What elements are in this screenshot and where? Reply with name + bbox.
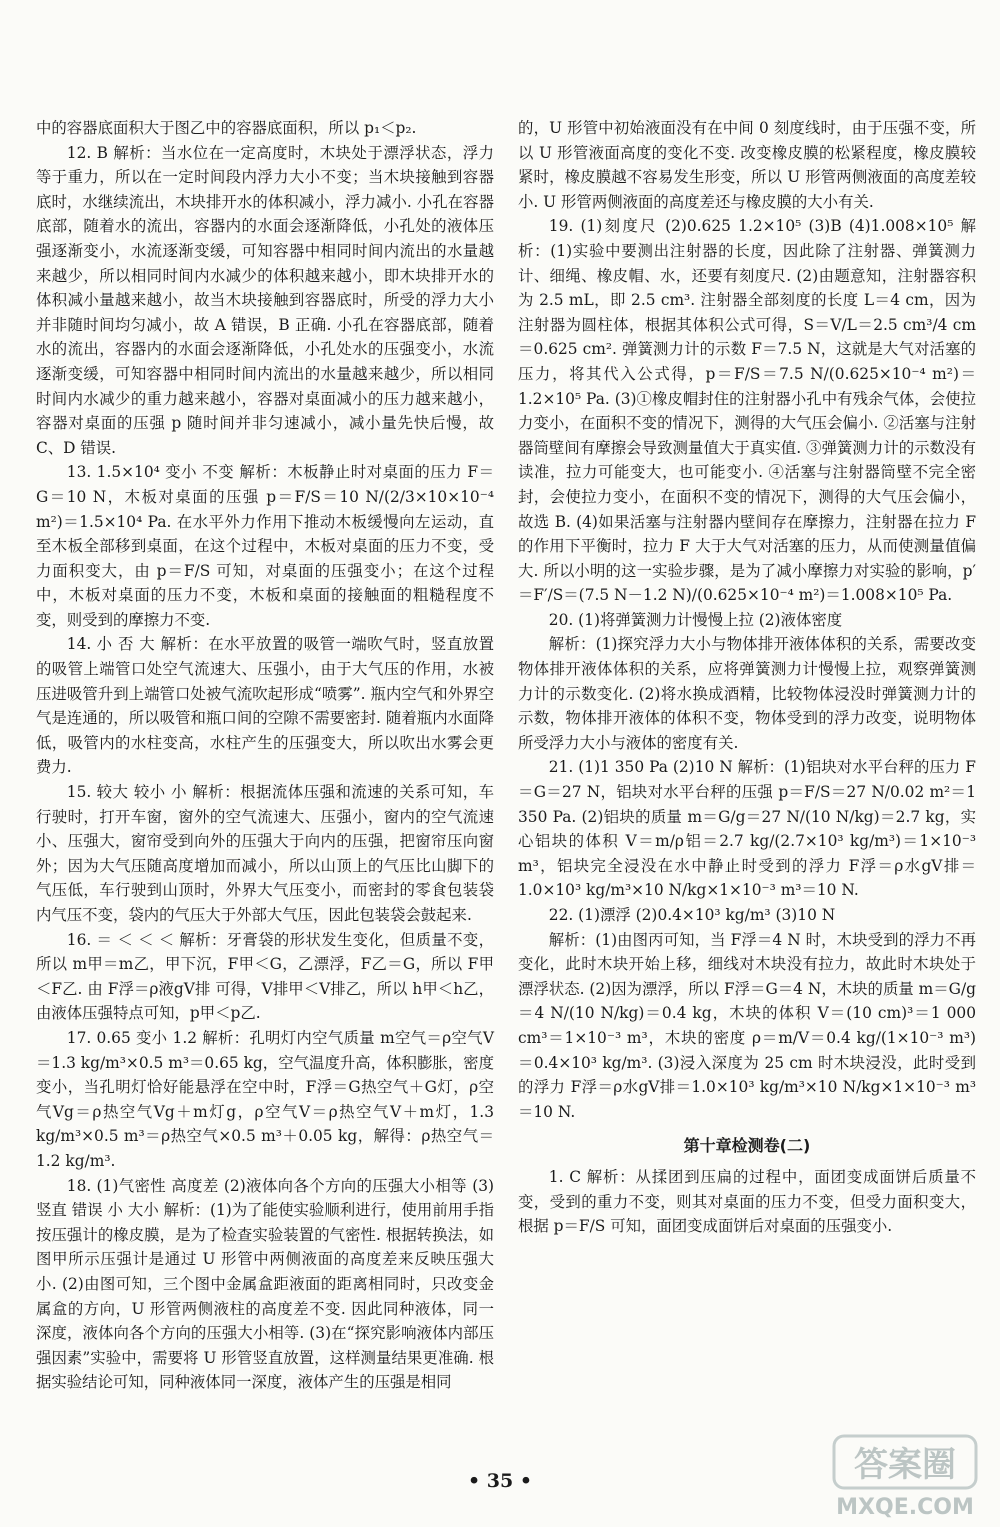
- left-para-5: 16. ＝ ＜ ＜ ＜ 解析：牙膏袋的形状发生变化，但质量不变，所以 m甲＝m乙，甲下沉，F甲＜G，乙漂浮，F乙＝G，所以 F甲＜F乙. 由 F浮＝ρ液gV排 可得，V排甲＜V排乙，所以 h甲＜h乙，由液体压强特点可知，p甲＜p乙.: [36, 930, 494, 1023]
- left-para-3: 14. 小 否 大 解析：在水平放置的吸管一端吹气时，竖直放置的吸管上端管口处空气流速大、压强小，由于大气压的作用，水被压进吸管升到上端管口处被气流吹起形成“喷雾”. 瓶内空气和外界空气是连通的，所以吸管和瓶口间的空隙不需要密封. 随着瓶内水面降低，吸管内的水柱变高，水柱产生的压强变大，所以吹出水雾会更费力.: [36, 635, 494, 777]
- right-after-para-0: 1. C 解析：从揉团到压扁的过程中，面团变成面饼后质量不变，受到的重力不变，则其对桌面的压力不变，但受力面积变大，根据 p＝F/S 可知，面团变成面饼后对桌面的压强变小.: [518, 1167, 976, 1236]
- right-column: [518, 116, 976, 1239]
- right-para-6: 解析：(1)由图丙可知，当 F浮＝4 N 时，木块受到的浮力不再变化，此时木块开始上移，细线对木块没有拉力，故此时木块处于漂浮状态. (2)因为漂浮，所以 F浮＝G＝4 N，木块的质量 m＝G/g＝4 N/(10 N/kg)＝0.4 kg，木块的体积 V＝(10 cm)³＝1 000 cm³＝1×10⁻³ m³，木块的密度 ρ＝m/V＝0.4 kg/(1×10⁻³ m³)＝0.4×10³ kg/m³. (3)浸入深度为 25 cm 时木块浸没，此时受到的浮力 F浮＝ρ水gV排＝1.0×10³ kg/m³×10 N/kg×1×10⁻³ m³＝10 N.: [518, 930, 976, 1121]
- right-para-5: 22. (1)漂浮 (2)0.4×10³ kg/m³ (3)10 N: [548, 906, 836, 924]
- page-number: • 35 •: [468, 1470, 532, 1492]
- left-para-4: 15. 较大 较小 小 解析：根据流体压强和流速的关系可知，车行驶时，打开车窗，窗外的空气流速大、压强小，窗内的空气流速小、压强大，窗帘受到向外的压强大于向内的压强，把窗帘压向窗外；因为大气压随高度增加而减小，所以山顶上的气压比山脚下的气压低，车行驶到山顶时，外界大气压变小，而密封的零食包装袋内气压不变，袋内的气压大于外部大气压，因此包装袋会鼓起来.: [36, 783, 494, 924]
- left-para-1: 12. B 解析：当水位在一定高度时，木块处于漂浮状态，浮力等于重力，所以在一定时间段内浮力大小不变；当木块接触到容器底时，水继续流出，木块排开水的体积减小，浮力减小. 小孔在容器底部，随着水的流出，容器内的水面会逐渐降低，小孔处的液体压强逐渐变小，水流逐渐变缓，可知容器中相同时间内流出的水量越来越少，所以相同时间内水减少的体积越来越小，即木块排开水的体积减小量越来越小，故当木块接触到容器底时，所受的浮力大小并非随时间均匀减小，故 A 错误，B 正确. 小孔在容器底部，随着水的流出，容器内的水面会逐渐降低，小孔处水的压强变小，水流逐渐变缓，可知容器中相同时间内流出的水量越来越少，所以相同时间内水减少的重力越来越小，容器对桌面减小的压力越来越小，容器对桌面的压强 p 随时间并非匀速减小，减小量先快后慢，故 C、D 错误.: [36, 143, 494, 457]
- left-para-6: 17. 0.65 变小 1.2 解析：孔明灯内空气质量 m空气＝ρ空气V＝1.3 kg/m³×0.5 m³＝0.65 kg，空气温度升高，体积膨胀，密度变小，当孔明灯恰好能悬浮在空中时，F浮＝G热空气＋G灯，ρ空气Vg＝ρ热空气Vg＋m灯g，ρ空气V＝ρ热空气V＋m灯，1.3 kg/m³×0.5 m³＝ρ热空气×0.5 m³＋0.05 kg，解得：ρ热空气＝1.2 kg/m³.: [36, 1028, 494, 1170]
- right-para-1: 19. (1)刻度尺 (2)0.625 1.2×10⁵ (3)B (4)1.008×10⁵ 解析：(1)实验中要测出注射器的长度，因此除了注射器、弹簧测力计、细绳、橡皮帽、水，还要有刻度尺. (2)由题意知，注射器容积为 2.5 mL，即 2.5 cm³. 注射器全部刻度的长度 L＝4 cm，因为注射器为圆柱体，根据其体积公式可得，S＝V/L＝2.5 cm³/4 cm＝0.625 cm². 弹簧测力计的示数 F＝7.5 N，这就是大气对活塞的压力，将其代入公式得，p＝F/S＝7.5 N/(0.625×10⁻⁴ m²)＝1.2×10⁵ Pa. (3)①橡皮帽封住的注射器小孔中有残余气体，会使拉力变小，在面积不变的情况下，测得的大气压会偏小. ②活塞与注射器筒壁间有摩擦会导致测量值大于真实值. ③弹簧测力计的示数没有读准，拉力可能变大，也可能变小. ④活塞与注射器筒壁不完全密封，会使拉力变小，在面积不变的情况下，测得的大气压会偏小，故选 B. (4)如果活塞与注射器内壁间存在摩擦力，注射器在拉力 F 的作用下平衡时，拉力 F 大于大气对活塞的压力，从而使测量值偏大. 所以小明的这一实验步骤，是为了减小摩擦力对实验的影响，p′＝F′/S＝(7.5 N－1.2 N)/(0.625×10⁻⁴ m²)＝1.008×10⁵ Pa.: [518, 217, 976, 605]
- right-para-4: 21. (1)1 350 Pa (2)10 N 解析：(1)铝块对水平台秤的压力 F＝G＝27 N，铝块对水平台秤的压强 p＝F/S＝27 N/0.02 m²＝1 350 Pa. (2)铝块的质量 m＝G/g＝27 N/(10 N/kg)＝2.7 kg，实心铝块的体积 V＝m/ρ铝＝2.7 kg/(2.7×10³ kg/m³)＝1×10⁻³ m³，铝块完全浸没在水中静止时受到的浮力 F浮＝ρ水gV排＝1.0×10³ kg/m³×10 N/kg×1×10⁻³ m³＝10 N.: [518, 758, 976, 900]
- watermark-logo: [830, 1432, 980, 1522]
- watermark-site: MXQE.COM: [836, 1495, 974, 1520]
- left-para-7: 18. (1)气密性 高度差 (2)液体向各个方向的压强大小相等 (3)竖直 错误 小 大小 解析：(1)为了能使实验顺利进行，使用前用手指按压强计的橡皮膜，是为了检查实验装置的气密性. 根据转换法，如图甲所示压强计是通过 U 形管中两侧液面的高度差来反映压强大小. (2)由图可知，三个图中金属盒距液面的距离相同时，只改变金属盒的方向，U 形管两侧液柱的高度差不变. 因此同种液体，同一深度，液体向各个方向的压强大小相等. (3)在“探究影响液体内部压强因素”实验中，需要将 U 形管竖直放置，这样测量结果更准确. 根据实验结论可知，同种液体同一深度，液体产生的压强是相同: [36, 1176, 494, 1392]
- left-para-0: 中的容器底面积大于图乙中的容器底面积，所以 p₁＜p₂.: [36, 119, 417, 137]
- watermark-text: 答案圈: [854, 1445, 956, 1485]
- left-column: [36, 116, 494, 1395]
- right-para-3: 解析：(1)探究浮力大小与物体排开液体体积的关系，需要改变物体排开液体体积的关系，应将弹簧测力计慢慢上拉，观察弹簧测力计的示数变化. (2)将水换成酒精，比较物体浸没时弹簧测力计的示数，物体排开液体的体积不变，物体受到的浮力改变，说明物体所受浮力大小与液体的密度有关.: [518, 635, 976, 752]
- left-para-2: 13. 1.5×10⁴ 变小 不变 解析：木板静止时对桌面的压力 F＝G＝10 N，木板对桌面的压强 p＝F/S＝10 N/(2/3×10×10⁻⁴ m²)＝1.5×10⁴ Pa. 在水平外力作用下推动木板缓慢向左运动，直至木板全部移到桌面，在这个过程中，木板对桌面的压力不变，受力面积变大，由 p＝F/S 可知，对桌面的压强变小；在这个过程中，木板对桌面的压力不变，木板和桌面的接触面的粗糙程度不变，则受到的摩擦力不变.: [36, 463, 494, 629]
- right-para-2: 20. (1)将弹簧测力计慢慢上拉 (2)液体密度: [548, 610, 843, 629]
- chapter-heading: 第十章检测卷(二): [683, 1136, 811, 1156]
- right-para-0: 的，U 形管中初始液面没有在中间 0 刻度线时，由于压强不变，所以 U 形管液面高度的变化不变. 改变橡皮膜的松紧程度，橡皮膜较紧时，橡皮膜越不容易发生形变，所以 U 形管两侧液面的高度差较小. U 形管两侧液面的高度差还与橡皮膜的大小有关.: [518, 119, 976, 211]
